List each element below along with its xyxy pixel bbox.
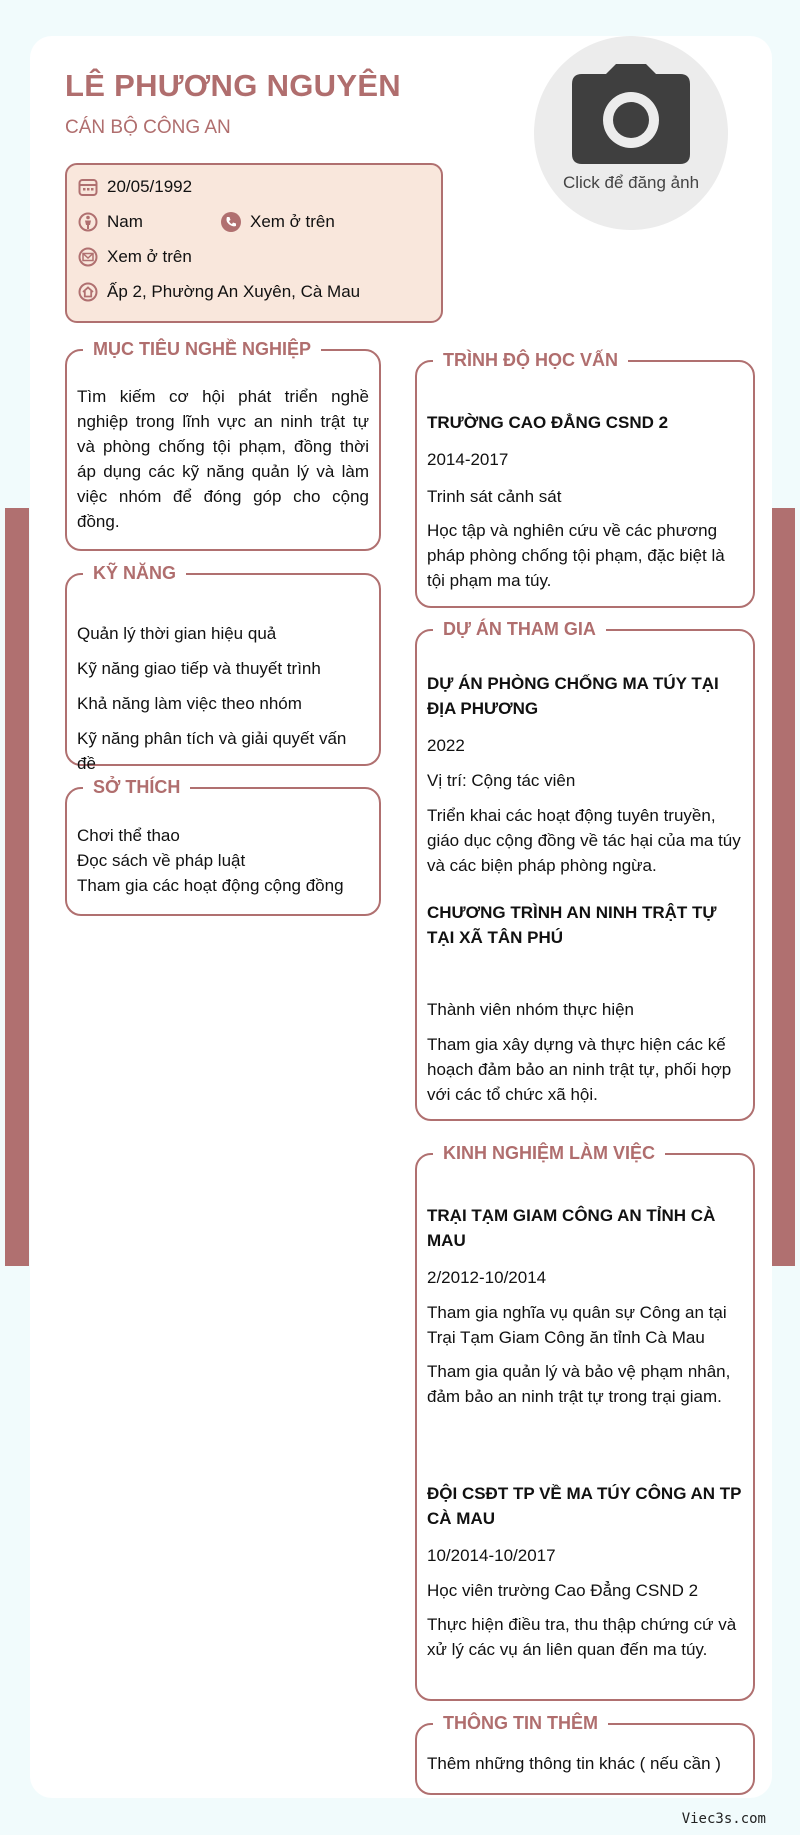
contact-email-value[interactable]: Xem ở trên <box>107 247 192 266</box>
experience-org[interactable]: TRẠI TẠM GIAM CÔNG AN TỈNH CÀ MAU <box>427 1206 716 1250</box>
skill-item[interactable]: Kỹ năng phân tích và giải quyết vấn đề <box>77 729 347 773</box>
project-item-1 <box>427 671 743 878</box>
skill-item[interactable]: Quản lý thời gian hiệu quả <box>77 624 277 643</box>
education-major[interactable]: Trinh sát cảnh sát <box>427 487 562 506</box>
photo-upload-label: Click để đăng ảnh <box>562 173 700 192</box>
experience-period[interactable]: 2/2012-10/2014 <box>427 1268 547 1287</box>
contact-address <box>78 282 360 302</box>
project-description[interactable]: Tham gia xây dựng và thực hiện các kế hoạch đảm bảo an ninh trật tự, phối hợp với các tổ chức xã hội. <box>427 1035 732 1104</box>
education-description[interactable]: Học tập và nghiên cứu về các phương pháp phòng chống tội phạm, đặc biệt là tội phạm ma túy. <box>427 521 725 590</box>
home-icon <box>78 282 98 302</box>
contact-address-value[interactable]: Ấp 2, Phường An Xuyên, Cà Mau <box>107 282 361 301</box>
contact-phone <box>221 212 335 232</box>
hobby-item[interactable]: Chơi thể thao <box>77 826 180 845</box>
experience-period[interactable]: 10/2014-10/2017 <box>427 1546 556 1565</box>
skills-section <box>65 563 381 773</box>
camera-icon <box>572 64 690 164</box>
project-description[interactable]: Triển khai các hoạt động tuyên truyền, giáo dục cộng đồng về tác hại của ma túy và các biện pháp phòng ngừa. <box>427 806 741 875</box>
left-accent-bar <box>5 508 29 1266</box>
education-title: TRÌNH ĐỘ HỌC VẤN <box>433 348 628 372</box>
project-role[interactable]: Vị trí: Cộng tác viên <box>427 771 576 790</box>
contact-phone-value[interactable]: Xem ở trên <box>250 212 335 231</box>
contact-gender <box>78 212 143 232</box>
extra-info-section <box>415 1713 755 1795</box>
project-item-2 <box>427 900 743 1107</box>
skill-item[interactable]: Kỹ năng giao tiếp và thuyết trình <box>77 659 321 678</box>
skills-list <box>77 621 369 776</box>
experience-position[interactable]: Học viên trường Cao Đẳng CSND 2 <box>427 1581 699 1600</box>
education-period[interactable]: 2014-2017 <box>427 450 509 469</box>
phone-icon <box>221 212 241 232</box>
project-period[interactable]: 2022 <box>427 736 465 755</box>
extra-info-title: THÔNG TIN THÊM <box>433 1711 608 1735</box>
contact-box <box>65 163 443 323</box>
experience-item-2 <box>427 1481 743 1662</box>
gender-icon <box>78 212 98 232</box>
contact-birthday-value[interactable]: 20/05/1992 <box>107 177 193 196</box>
experience-org[interactable]: ĐỘI CSĐT TP VỀ MA TÚY CÔNG AN TP CÀ MAU <box>427 1484 742 1528</box>
project-name[interactable]: DỰ ÁN PHÒNG CHỐNG MA TÚY TẠI ĐỊA PHƯƠNG <box>427 674 719 718</box>
experience-position[interactable]: Tham gia nghĩa vụ quân sự Công an tại Trại Tạm Giam Công ăn tỉnh Cà Mau <box>427 1303 727 1347</box>
calendar-icon <box>78 177 98 197</box>
hobbies-title: SỞ THÍCH <box>83 775 190 799</box>
projects-section <box>415 619 755 1121</box>
hobbies-list <box>77 823 369 898</box>
education-school[interactable]: TRƯỜNG CAO ĐẲNG CSND 2 <box>427 413 669 432</box>
skills-title: KỸ NĂNG <box>83 561 186 585</box>
skill-item[interactable]: Khả năng làm việc theo nhóm <box>77 694 302 713</box>
objective-text[interactable]: Tìm kiếm cơ hội phát triển nghề nghiệp trong lĩnh vực an ninh trật tự và phòng chống tội phạm, đồng thời áp dụng các kỹ năng quản lý và làm việc nhóm để đóng góp cho cộng đồng. <box>77 387 369 531</box>
projects-title: DỰ ÁN THAM GIA <box>433 617 606 641</box>
experience-item-1 <box>427 1203 743 1409</box>
experience-section <box>415 1143 755 1701</box>
experience-description[interactable]: Thực hiện điều tra, thu thập chứng cứ và xử lý các vụ án liên quan đến ma túy. <box>427 1615 737 1659</box>
extra-info-text[interactable]: Thêm những thông tin khác ( nếu cần ) <box>427 1754 721 1773</box>
experience-description[interactable]: Tham gia quản lý và bảo vệ phạm nhân, đảm bảo an ninh trật tự trong trại giam. <box>427 1362 731 1406</box>
hobby-item[interactable]: Tham gia các hoạt động cộng đồng <box>77 876 344 895</box>
candidate-name[interactable]: LÊ PHƯƠNG NGUYÊN <box>65 68 401 103</box>
hobby-item[interactable]: Đọc sách về pháp luật <box>77 851 246 870</box>
project-period[interactable] <box>427 962 743 987</box>
experience-title: KINH NGHIỆM LÀM VIỆC <box>433 1141 665 1165</box>
project-name[interactable]: CHƯƠNG TRÌNH AN NINH TRẬT TỰ TẠI XÃ TÂN PHÚ <box>427 903 717 947</box>
contact-birthday <box>78 177 192 197</box>
education-body <box>427 410 743 593</box>
contact-gender-value[interactable]: Nam <box>107 212 143 231</box>
objective-title: MỤC TIÊU NGHỀ NGHIỆP <box>83 337 321 361</box>
contact-email <box>78 247 192 267</box>
right-accent-bar <box>771 508 795 1266</box>
mail-icon <box>78 247 98 267</box>
project-role[interactable]: Thành viên nhóm thực hiện <box>427 1000 635 1019</box>
objective-section <box>65 339 381 551</box>
hobbies-section <box>65 777 381 916</box>
candidate-job-title[interactable]: CÁN BỘ CÔNG AN <box>65 117 231 138</box>
photo-upload[interactable] <box>534 36 728 230</box>
watermark: Viec3s.com <box>681 1811 766 1827</box>
education-section <box>415 350 755 608</box>
